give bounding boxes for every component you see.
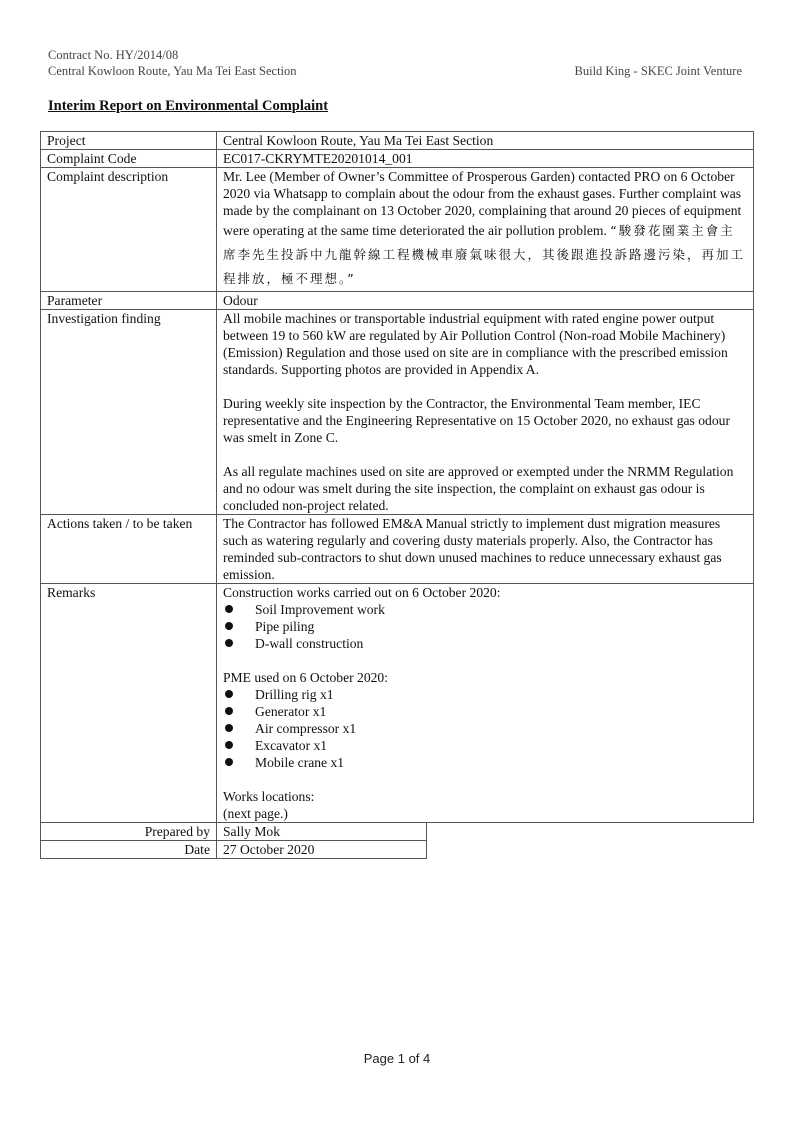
- report-body: [40, 131, 754, 859]
- project-value: Central Kowloon Route, Yau Ma Tei East Section: [217, 132, 754, 150]
- table-row-actions: [41, 515, 754, 584]
- bullet-icon: [225, 741, 233, 749]
- pme-heading: PME used on 6 October 2020:: [223, 670, 388, 685]
- company-name: Build King - SKEC Joint Venture: [574, 64, 742, 78]
- works-heading: Construction works carried out on 6 October 2020:: [223, 585, 501, 600]
- list-item: [223, 618, 747, 635]
- investigation-value: [217, 310, 754, 515]
- list-item: [223, 754, 747, 771]
- list-item-text: Mobile crane x1: [255, 755, 345, 770]
- complaint-table: [40, 131, 754, 823]
- list-item-text: Air compressor x1: [255, 721, 357, 736]
- list-item: [223, 601, 747, 618]
- page-title: Interim Report on Environmental Complaint: [48, 98, 329, 114]
- table-row-prepared-by: [41, 823, 427, 841]
- date-label: Date: [41, 841, 217, 859]
- list-item-text: Excavator x1: [255, 738, 328, 753]
- contract-number: Contract No. HY/2014/08: [48, 48, 179, 62]
- remarks-value: [217, 584, 754, 823]
- table-row-date: [41, 841, 427, 859]
- list-item-text: Pipe piling: [255, 619, 315, 634]
- signature-table: [40, 822, 427, 859]
- page-number: Page 1 of 4: [363, 1051, 431, 1066]
- list-item-text: Drilling rig x1: [255, 687, 334, 702]
- description-text: Mr. Lee (Member of Owner’s Committee of Prosperous Garden) contacted PRO on 6 October 2020 via Whatsapp to complain about the odour from the exhaust gases. Further complaint was made by the complainant on 13 October 2020, complaining that around 20 pieces of equipment were operating at the same time deteriorated the air pollution problem.: [223, 169, 742, 238]
- row-label: Remarks: [41, 584, 217, 823]
- list-item-text: D-wall construction: [255, 636, 364, 651]
- chinese-quote: “駿發花園業主會主席李先生投訴中九龍幹線工程機械車廢氣味很大，其後跟進投訴路邊污染，再加工程排放，極不理想。”: [223, 223, 746, 286]
- list-item-text: Soil Improvement work: [255, 602, 385, 617]
- list-item: [223, 635, 747, 652]
- investigation-paragraph: During weekly site inspection by the Contractor, the Environmental Team member, IEC representative and the Engineering Representative on 15 October 2020, no exhaust gas odour was smelt in Zone C.: [223, 396, 730, 445]
- complaint-code-value: EC017-CKRYMTE20201014_001: [217, 150, 754, 168]
- row-label: Parameter: [41, 292, 217, 310]
- table-row-parameter: [41, 292, 754, 310]
- table-row-project: [41, 132, 754, 150]
- row-label: Actions taken / to be taken: [41, 515, 217, 584]
- bullet-icon: [225, 639, 233, 647]
- list-item: [223, 686, 747, 703]
- row-label: Complaint description: [41, 168, 217, 292]
- project-line: Central Kowloon Route, Yau Ma Tei East Section: [48, 64, 297, 78]
- row-label: Complaint Code: [41, 150, 217, 168]
- bullet-icon: [225, 622, 233, 630]
- investigation-paragraph: As all regulate machines used on site are approved or exempted under the NRMM Regulation and no odour was smelt during the site inspection, the complaint on exhaust gas odour is concluded non-project related.: [223, 464, 734, 513]
- document-header: [48, 47, 297, 79]
- table-row-complaint-description: [41, 168, 754, 292]
- parameter-value: Odour: [217, 292, 754, 310]
- list-item: [223, 720, 747, 737]
- bullet-icon: [225, 690, 233, 698]
- locations-note: (next page.): [223, 806, 288, 821]
- investigation-paragraph: All mobile machines or transportable industrial equipment with rated engine power output between 19 to 560 kW are regulated by Air Pollution Control (Non-road Mobile Machinery) (Emission) Regulation and those used on site are in compliance with the prescribed emission standards. Supporting photos are provided in Appendix A.: [223, 311, 728, 377]
- bullet-icon: [225, 758, 233, 766]
- works-list: [223, 601, 747, 652]
- bullet-icon: [225, 605, 233, 613]
- date-value: 27 October 2020: [217, 841, 427, 859]
- list-item: [223, 703, 747, 720]
- table-row-complaint-code: [41, 150, 754, 168]
- list-item-text: Generator x1: [255, 704, 327, 719]
- bullet-icon: [225, 707, 233, 715]
- row-label: Investigation finding: [41, 310, 217, 515]
- table-row-investigation: [41, 310, 754, 515]
- locations-heading: Works locations:: [223, 789, 315, 804]
- prepared-by-label: Prepared by: [41, 823, 217, 841]
- row-label: Project: [41, 132, 217, 150]
- actions-value: The Contractor has followed EM&A Manual strictly to implement dust migration measures such as watering regularly and covering dusty materials properly. Also, the Contractor has reminded sub-contractors to shut down unused machines to reduce unnecessary exhaust gas emission.: [217, 515, 754, 584]
- prepared-by-value: Sally Mok: [217, 823, 427, 841]
- pme-list: [223, 686, 747, 771]
- bullet-icon: [225, 724, 233, 732]
- table-row-remarks: [41, 584, 754, 823]
- list-item: [223, 737, 747, 754]
- complaint-description-value: [217, 168, 754, 292]
